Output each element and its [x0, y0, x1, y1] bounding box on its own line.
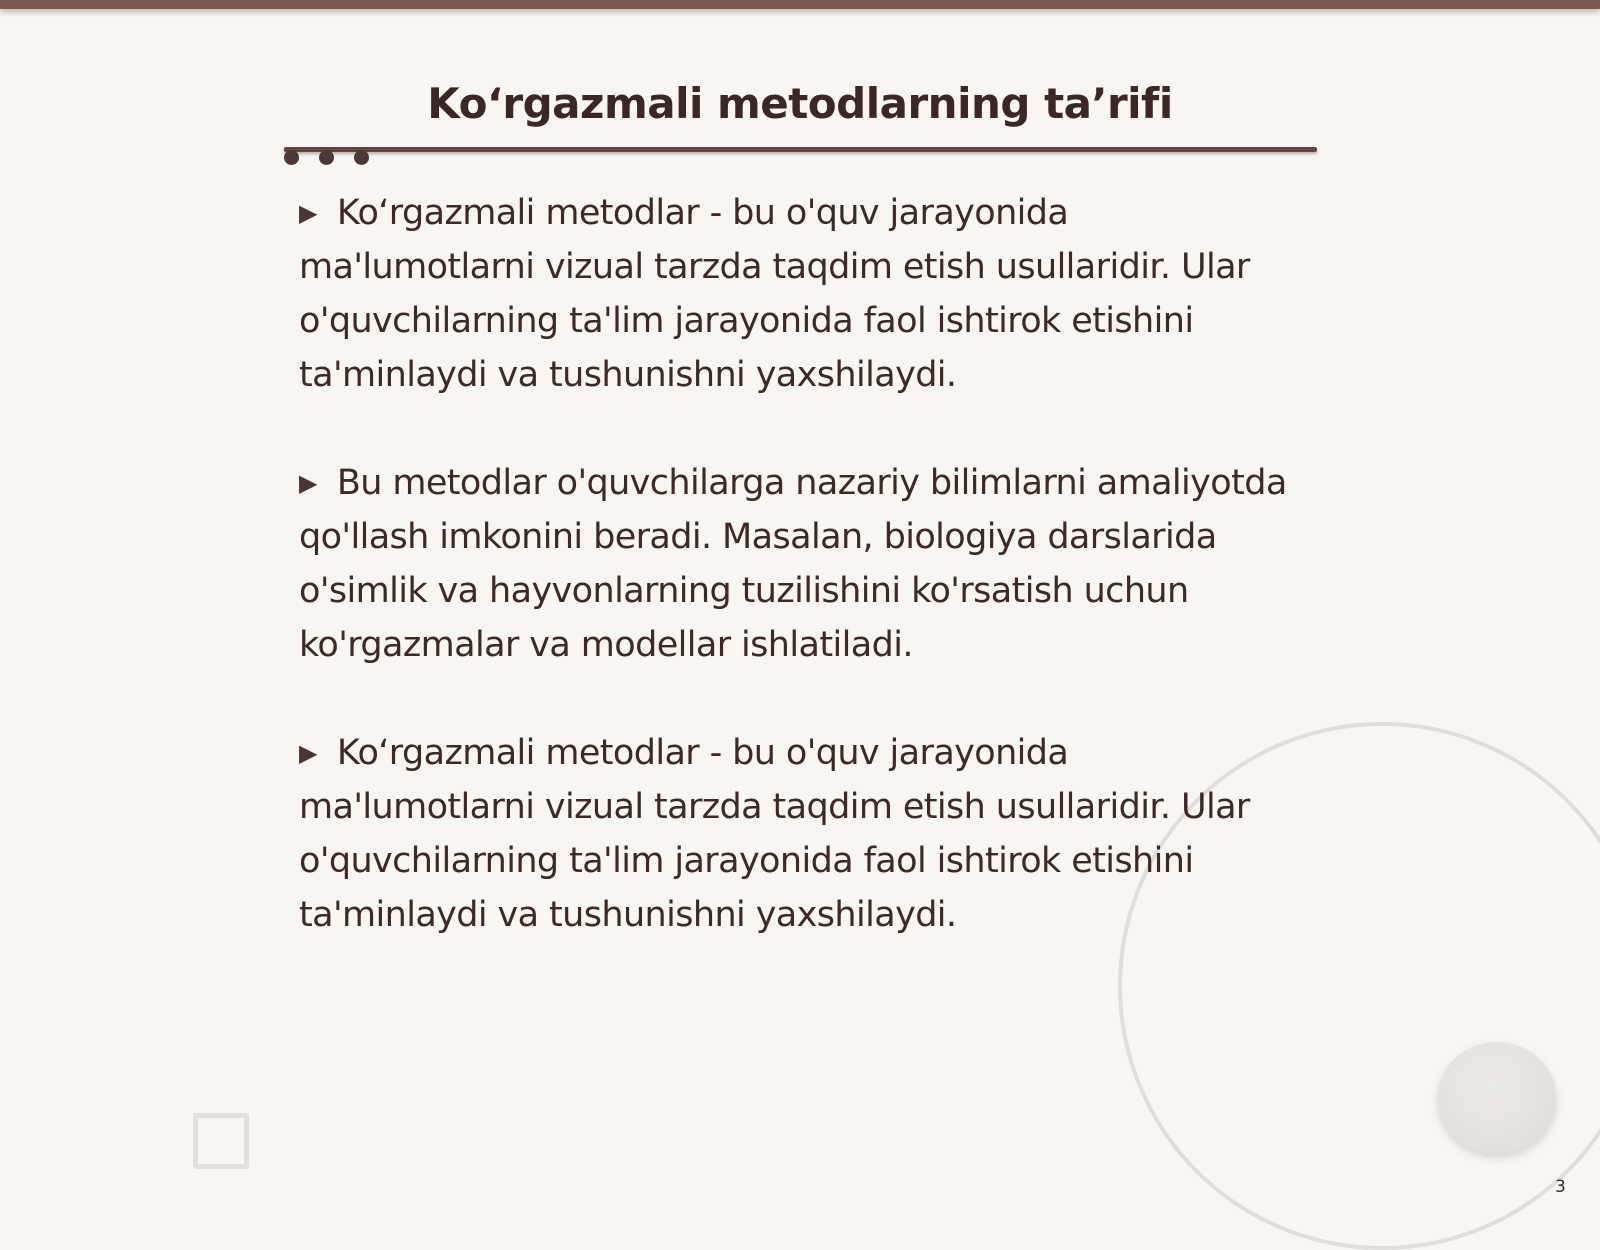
bullet-paragraph-1 — [299, 186, 1309, 402]
top-accent-bar — [0, 0, 1600, 9]
paragraph-text: Koʻrgazmali metodlar - bu o'quv jarayonida ma'lumotlarni vizual tarzda taqdim etish usullaridir. Ular o'quvchilarning ta'lim jarayonida faol ishtirok etishini ta'minlaydi va tushunishni yaxshilaydi. — [299, 193, 1250, 395]
paragraph-text: Bu metodlar o'quvchilarga nazariy bilimlarni amaliyotda qo'llash imkonini beradi. Masalan, biologiya darslarida o'simlik va hayvonlarning tuzilishini ko'rsatish uchun ko'rgazmalar va modellar ishlatiladi. — [299, 463, 1287, 665]
bullet-paragraph-3 — [299, 726, 1309, 942]
underline-dot-2 — [319, 150, 334, 165]
paragraph-text: Koʻrgazmali metodlar - bu o'quv jarayonida ma'lumotlarni vizual tarzda taqdim etish usullaridir. Ular o'quvchilarning ta'lim jarayonida faol ishtirok etishini ta'minlaydi va tushunishni yaxshilaydi. — [299, 733, 1250, 935]
bullet-paragraph-2 — [299, 456, 1309, 672]
title-underline — [284, 147, 1317, 152]
underline-dot-3 — [354, 150, 369, 165]
slide-title: Koʻrgazmali metodlarning ta’rifi — [427, 79, 1173, 128]
slide-body — [299, 186, 1309, 996]
decorative-disc — [1438, 1042, 1556, 1154]
triangle-right-icon: ▶ — [299, 199, 317, 227]
triangle-right-icon: ▶ — [299, 469, 317, 497]
decorative-square-outline — [193, 1113, 249, 1169]
triangle-right-icon: ▶ — [299, 739, 317, 767]
underline-dot-1 — [284, 150, 299, 165]
page-number: 3 — [1555, 1177, 1566, 1197]
